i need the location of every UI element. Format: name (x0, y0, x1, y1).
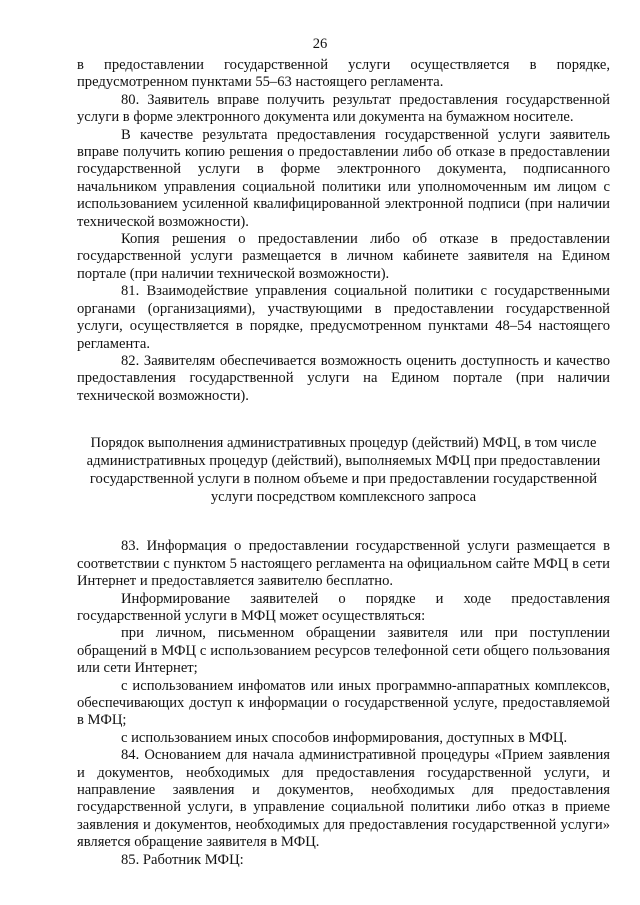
paragraph-informing: Информирование заявителей о порядке и ходе предоставления государственной услуги в МФЦ может осуществляться: (77, 590, 610, 624)
list-item-infomats: с использованием инфоматов или иных программно-аппаратных комплексов, обеспечивающих доступ к информации о государственной услуге, предоставляемой в МФЦ; (77, 677, 610, 729)
paragraph-82: 82. Заявителям обеспечивается возможность оценить доступность и качество предоставления государственной услуги на Едином портале (при наличии технической возможности). (77, 352, 610, 404)
paragraph-continuation: в предоставлении государственной услуги осуществляется в порядке, предусмотренном пунктами 55–63 настоящего регламента. (77, 57, 610, 91)
paragraph-result-electronic: В качестве результата предоставления государственной услуги заявитель вправе получить копию решения о предоставлении либо об отказе в предоставлении государственной услуги в форме электронного документа, подписанного начальником управления социальной политики или уполномоченным им лицом с использованием усиленной квалифицированной электронной подписи (при наличии технической возможности). (77, 126, 610, 230)
paragraph-81: 81. Взаимодействие управления социальной политики с государственными органами (организациями), участвующими в предоставлении государственной услуги, осуществляется в порядке, предусмотренном пунктами 48–54 настоящего регламента. (77, 283, 610, 352)
list-item-personal-appeal: при личном, письменном обращении заявителя или при поступлении обращений в МФЦ с использованием ресурсов телефонной сети общего пользования или сети Интернет; (77, 625, 610, 677)
list-item-other-methods: с использованием иных способов информирования, доступных в МФЦ. (121, 729, 568, 746)
document-body (77, 57, 610, 869)
paragraph-84: 84. Основанием для начала административной процедуры «Прием заявления и документов, необходимых для предоставления государственной услуги, и направление заявления и документов, необходимых для предоставления государственной услуги, в управление социальной политики либо отказ в приеме заявления и документов, необходимых для предоставления государственной услуги» является обращение заявителя в МФЦ. (77, 747, 610, 851)
section-heading: Порядок выполнения административных процедур (действий) МФЦ, в том числе административных процедур (действий), выполняемых МФЦ при предоставлении государственной услуги в полном объеме и при предоставлении государственной услуги посредством комплексного запроса (86, 435, 601, 505)
paragraph-85: 85. Работник МФЦ: (121, 851, 244, 868)
page-number: 26 (312, 36, 328, 52)
paragraph-copy-decision: Копия решения о предоставлении либо об отказе в предоставлении государственной услуги размещается в личном кабинете заявителя на Едином портале (при наличии технической возможности). (77, 231, 610, 282)
paragraph-83: 83. Информация о предоставлении государственной услуги размещается в соответствии с пунктом 5 настоящего регламента на официальном сайте МФЦ в сети Интернет и предоставляется заявителю бесплатно. (77, 538, 610, 590)
spacer (77, 506, 610, 538)
paragraph-80: 80. Заявитель вправе получить результат предоставления государственной услуги в форме электронного документа или документа на бумажном носителе. (77, 91, 610, 126)
